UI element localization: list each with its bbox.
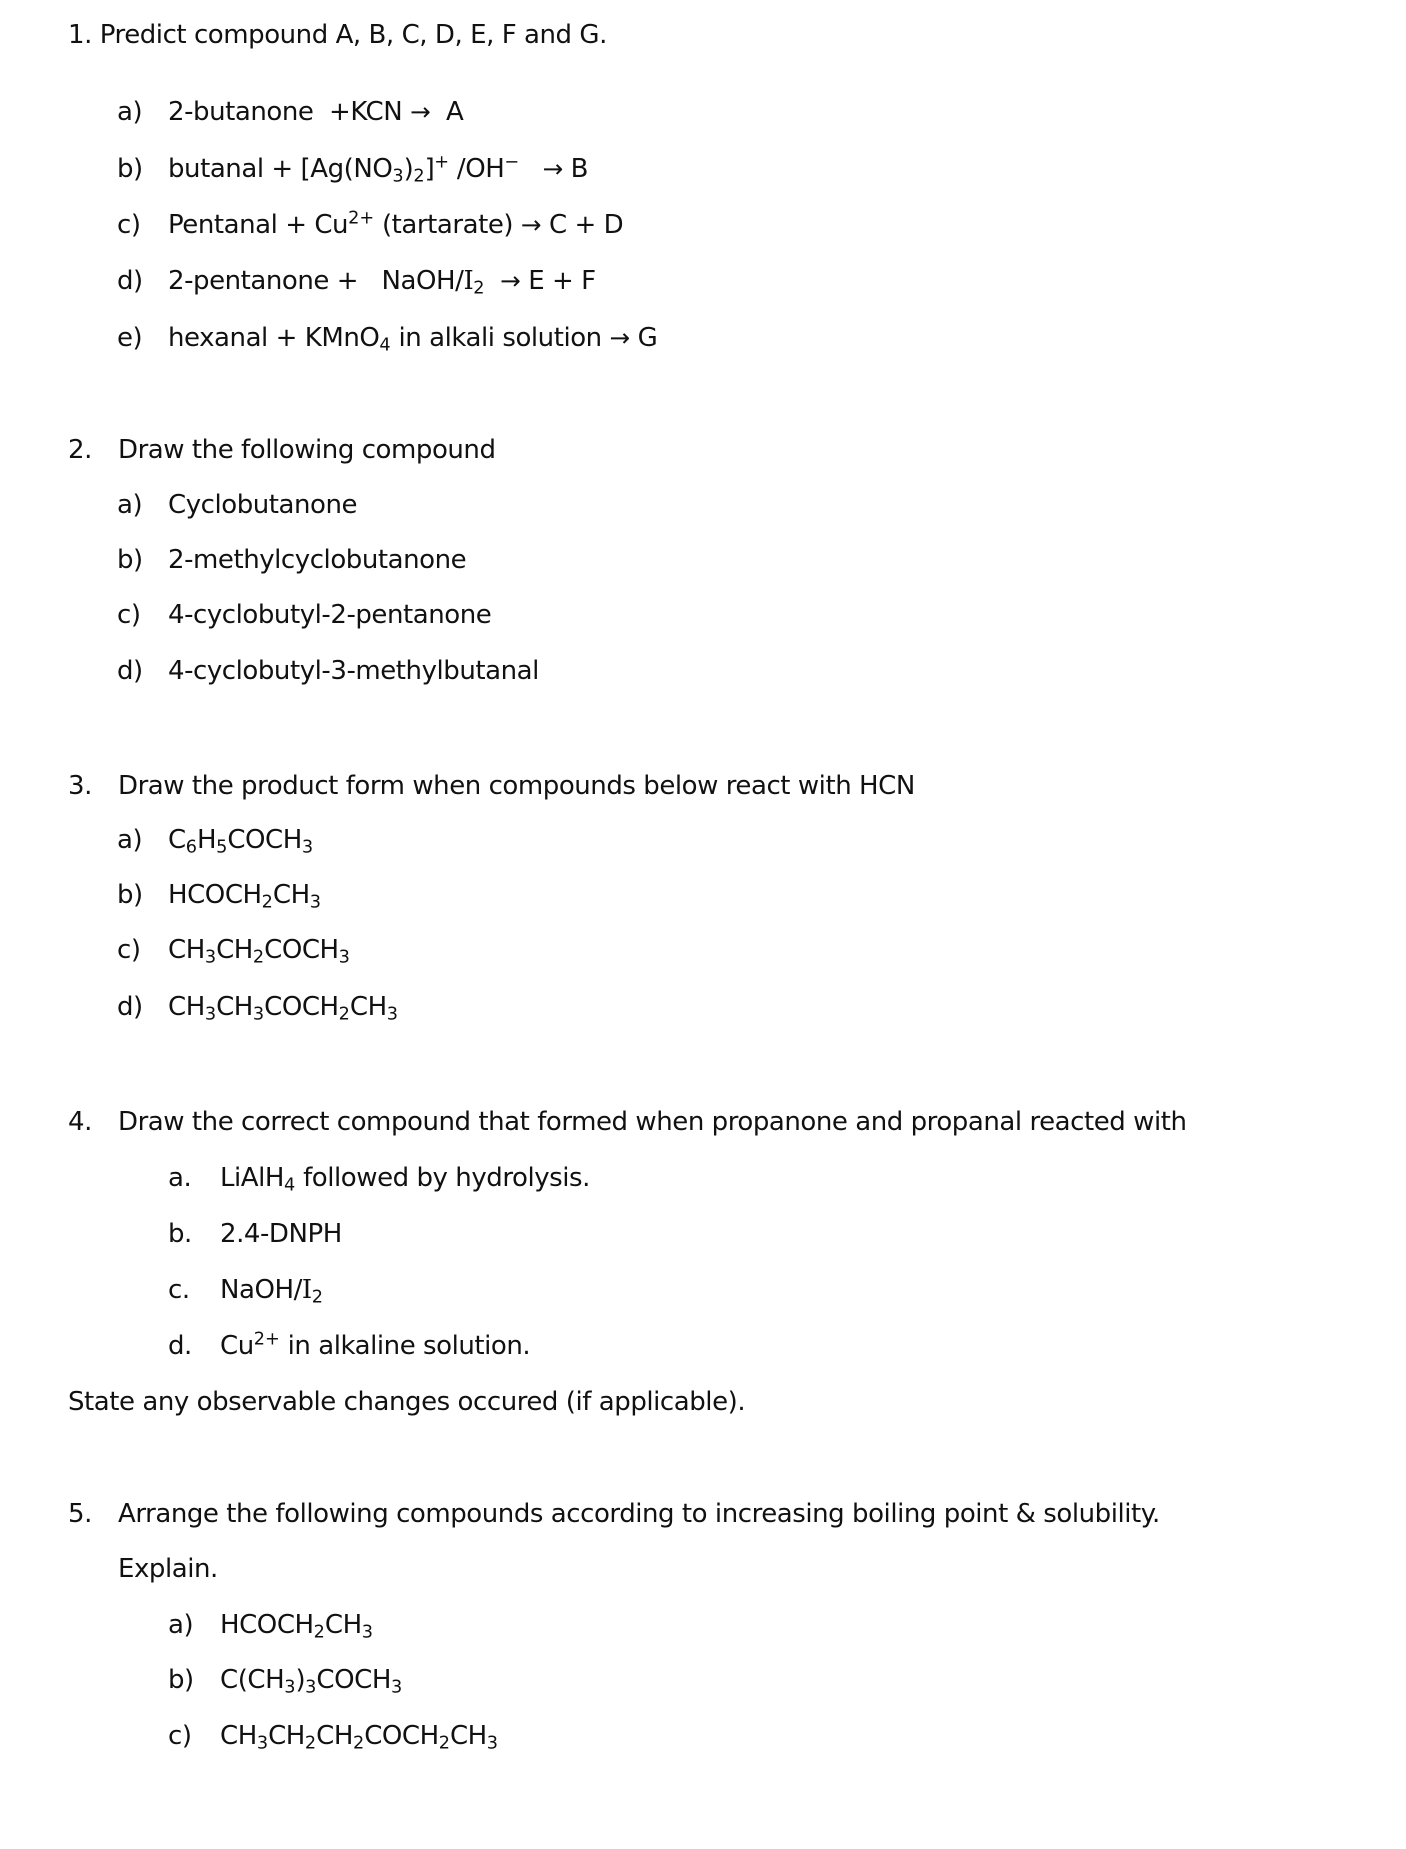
- question-title: Draw the correct compound that formed when propanone and propanal reacted with: [118, 1107, 1187, 1137]
- q4-item-b: [0, 1214, 1406, 1254]
- q4-item-a: [0, 1158, 1406, 1198]
- q2-item-a: [0, 485, 1406, 525]
- item-label: d): [117, 266, 143, 296]
- item-label: b): [117, 154, 143, 184]
- item-label: a): [117, 825, 143, 855]
- question-title: Predict compound A, B, C, D, E, F and G.: [99, 20, 607, 50]
- q2-item-b: [0, 540, 1406, 580]
- question-number: 2.: [68, 435, 92, 465]
- q5-explain: [0, 1549, 1406, 1589]
- q4-item-d: [0, 1326, 1406, 1366]
- item-label: d.: [168, 1331, 192, 1361]
- q1-item-d: [0, 261, 1406, 301]
- instruction-note: State any observable changes occured (if applicable).: [68, 1387, 746, 1417]
- q4-note: [0, 1382, 1406, 1422]
- q3-item-a: [0, 820, 1406, 860]
- q4-item-c: [0, 1270, 1406, 1310]
- item-label: c): [168, 1721, 192, 1751]
- question-title: Arrange the following compounds according to increasing boiling point & solubility.: [118, 1499, 1160, 1529]
- q1-item-e: [0, 318, 1406, 358]
- question-number: 3.: [68, 771, 92, 801]
- reagent-text: LiAlH$_4$ followed by hydrolysis.: [220, 1163, 590, 1196]
- q2-item-d: [0, 651, 1406, 691]
- item-label: b): [168, 1665, 194, 1695]
- item-label: a): [168, 1610, 194, 1640]
- q5-item-a: [0, 1605, 1406, 1645]
- q2-item-c: [0, 595, 1406, 635]
- arrow-right-icon: →: [542, 154, 563, 183]
- reaction-text: Pentanal + $Cu^{2+}$ (tartarate) → C + D: [168, 208, 624, 240]
- q3-item-c: [0, 930, 1406, 970]
- question-number: 4.: [68, 1107, 92, 1137]
- q3-item-d: [0, 987, 1406, 1027]
- chemical-formula: $CH_3CH_2CH_2COCH_2CH_3$: [220, 1721, 499, 1754]
- item-label: c.: [168, 1275, 190, 1305]
- item-label: d): [117, 656, 143, 686]
- item-label: c): [117, 935, 141, 965]
- item-label: c): [117, 210, 141, 240]
- compound-name: 2-methylcyclobutanone: [168, 545, 467, 575]
- reagent-text: NaOH/$I_2$: [220, 1275, 323, 1308]
- reaction-text: 2-pentanone + NaOH/$I_2 \to E + F$: [168, 266, 596, 299]
- item-label: e): [117, 323, 143, 353]
- question-number: 5.: [68, 1499, 92, 1529]
- q1-item-a: [0, 92, 1406, 132]
- explain-label: Explain.: [118, 1554, 218, 1584]
- chemical-formula: $CH_3CH_3COCH_2CH_3$: [168, 992, 398, 1025]
- q1-item-b: [0, 149, 1406, 189]
- question-3: [0, 766, 1406, 806]
- question-2: [0, 430, 1406, 470]
- reagent-text: 2.4-DNPH: [220, 1219, 342, 1249]
- question-title: Draw the product form when compounds below react with HCN: [118, 771, 915, 801]
- arrow-right-icon: →: [520, 210, 542, 239]
- chemical-formula: $C(CH_3)_3COCH_3$: [220, 1665, 403, 1698]
- item-label: a): [117, 97, 143, 127]
- question-5: [0, 1494, 1406, 1534]
- question-title: Draw the following compound: [118, 435, 496, 465]
- item-label: a): [117, 490, 143, 520]
- arrow-right-icon: →: [500, 266, 521, 295]
- item-label: a.: [168, 1163, 192, 1193]
- item-label: b): [117, 880, 143, 910]
- q3-item-b: [0, 875, 1406, 915]
- reaction-text: butanal + $[Ag(NO_3)_2]^+$ /OH− → B: [168, 152, 589, 187]
- q1-item-c: [0, 205, 1406, 245]
- chemical-formula: $HCOCH_2CH_3$: [168, 880, 321, 913]
- reaction-text: hexanal + KMnO$_4$ in alkali solution → G: [168, 323, 658, 356]
- q5-item-b: [0, 1660, 1406, 1700]
- item-label: b.: [168, 1219, 192, 1249]
- chemical-formula: $CH_3CH_2COCH_3$: [168, 935, 350, 968]
- chemical-formula: $HCOCH_2CH_3$: [220, 1610, 373, 1643]
- item-label: d): [117, 992, 143, 1022]
- item-label: b): [117, 545, 143, 575]
- question-4: [0, 1102, 1406, 1142]
- question-1-heading: [68, 15, 607, 55]
- q5-item-c: [0, 1716, 1406, 1756]
- arrow-right-icon: →: [410, 97, 431, 126]
- compound-name: Cyclobutanone: [168, 490, 358, 520]
- compound-name: 4-cyclobutyl-3-methylbutanal: [168, 656, 539, 686]
- reagent-text: $Cu^{2+}$ in alkaline solution.: [220, 1329, 531, 1361]
- compound-name: 4-cyclobutyl-2-pentanone: [168, 600, 492, 630]
- chemical-formula: $C_6H_5COCH_3$: [168, 825, 314, 858]
- reaction-text: 2-butanone +KCN → A: [168, 97, 464, 127]
- arrow-right-icon: →: [609, 323, 630, 352]
- item-label: c): [117, 600, 141, 630]
- question-1: [0, 15, 1406, 55]
- question-number: 1.: [68, 20, 92, 50]
